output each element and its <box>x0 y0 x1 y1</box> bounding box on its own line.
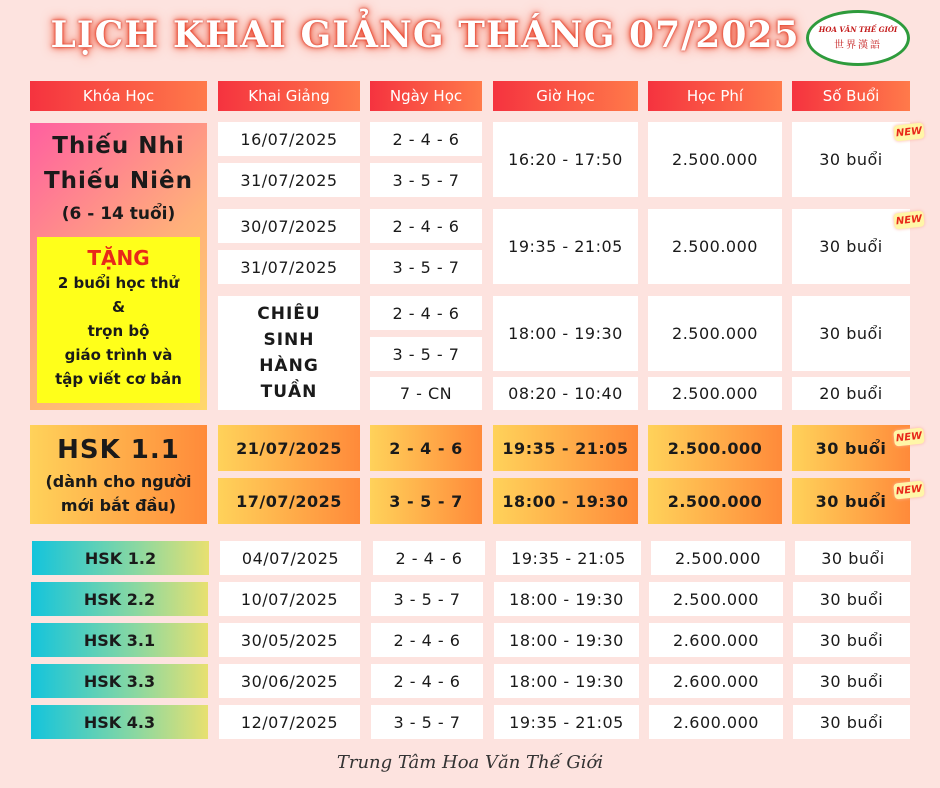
time-cell: 19:35 - 21:05 <box>494 705 639 739</box>
course-cell: HSK 1.2 <box>32 541 209 575</box>
days-cell: 2 - 4 - 6 <box>370 425 482 471</box>
new-badge: NEW <box>893 427 925 446</box>
course-kids-age: (6 - 14 tuổi) <box>61 204 176 224</box>
start-date-cell: 30/07/2025 <box>218 209 360 243</box>
days-cell: 2 - 4 - 6 <box>370 296 482 330</box>
header-course: Khóa Học <box>30 81 207 111</box>
sessions-cell: 30 buổi <box>793 582 910 616</box>
sessions-cell: 30 buổi <box>795 541 911 575</box>
gift-line: tập viết cơ bản <box>55 370 182 388</box>
fee-cell: 2.500.000 <box>651 541 785 575</box>
start-date-cell: 21/07/2025 <box>218 425 360 471</box>
fee-cell: 2.500.000 <box>648 209 782 284</box>
start-date-cell: 17/07/2025 <box>218 478 360 524</box>
time-cell: 19:35 - 21:05 <box>496 541 641 575</box>
recruit-line: TUẦN <box>260 382 318 402</box>
days-cell: 3 - 5 - 7 <box>370 478 482 524</box>
new-badge: NEW <box>893 480 925 499</box>
fee-cell: 2.600.000 <box>649 664 783 698</box>
fee-cell: 2.500.000 <box>648 377 782 410</box>
gift-line: 2 buổi học thử <box>57 274 180 292</box>
time-cell: 19:35 - 21:05 <box>493 209 638 284</box>
course-hsk-1-1-sub: mới bắt đầu) <box>60 496 177 515</box>
start-date-cell: 30/06/2025 <box>219 664 360 698</box>
weekly-enrollment-cell <box>218 296 360 410</box>
gift-box <box>37 237 200 403</box>
fee-cell: 2.600.000 <box>649 623 783 657</box>
course-cell: HSK 3.3 <box>31 664 208 698</box>
time-cell: 16:20 - 17:50 <box>493 122 638 197</box>
fee-cell: 2.500.000 <box>648 478 782 524</box>
fee-cell: 2.500.000 <box>648 122 782 197</box>
recruit-line: SINH <box>263 330 315 350</box>
time-cell: 18:00 - 19:30 <box>493 478 638 524</box>
gift-line: giáo trình và <box>64 346 173 364</box>
course-hsk-1-1 <box>30 425 207 524</box>
recruit-line: CHIÊU <box>257 304 321 324</box>
header-days: Ngày Học <box>370 81 482 111</box>
days-cell: 3 - 5 - 7 <box>371 582 483 616</box>
fee-cell: 2.600.000 <box>649 705 783 739</box>
course-cell: HSK 3.1 <box>31 623 208 657</box>
sessions-cell: 30 buổi <box>792 122 910 197</box>
days-cell: 2 - 4 - 6 <box>373 541 485 575</box>
header-sessions: Số Buổi <box>792 81 910 111</box>
fee-cell: 2.500.000 <box>649 582 783 616</box>
gift-line: trọn bộ <box>87 322 150 340</box>
days-cell: 3 - 5 - 7 <box>370 250 482 284</box>
header-time: Giờ Học <box>493 81 638 111</box>
days-cell: 2 - 4 - 6 <box>370 122 482 156</box>
gift-heading: TẶNG <box>87 246 150 270</box>
start-date-cell: 04/07/2025 <box>220 541 361 575</box>
course-kids-title-2: Thiếu Niên <box>43 168 194 194</box>
sessions-cell: 30 buổi <box>792 209 910 284</box>
course-kids <box>30 123 207 410</box>
header-start-date: Khai Giảng <box>218 81 360 111</box>
days-cell: 3 - 5 - 7 <box>371 705 483 739</box>
time-cell: 08:20 - 10:40 <box>493 377 638 410</box>
sessions-cell: 30 buổi <box>793 623 910 657</box>
days-cell: 2 - 4 - 6 <box>371 623 483 657</box>
fee-cell: 2.500.000 <box>648 425 782 471</box>
recruit-line: HÀNG <box>259 356 319 376</box>
sessions-cell: 30 buổi <box>792 425 910 471</box>
start-date-cell: 31/07/2025 <box>218 163 360 197</box>
header-fee: Học Phí <box>648 81 782 111</box>
course-cell: HSK 2.2 <box>31 582 208 616</box>
time-cell: 19:35 - 21:05 <box>493 425 638 471</box>
logo-text: HOA VĂN THẾ GIỚI <box>818 25 898 34</box>
logo-chinese-text: 世界漢語 <box>834 40 882 51</box>
days-cell: 2 - 4 - 6 <box>370 209 482 243</box>
footer-signature: Trung Tâm Hoa Văn Thế Giới <box>336 752 604 773</box>
course-hsk-1-1-sub: (dành cho người <box>45 472 192 491</box>
time-cell: 18:00 - 19:30 <box>493 296 638 371</box>
start-date-cell: 16/07/2025 <box>218 122 360 156</box>
time-cell: 18:00 - 19:30 <box>494 664 639 698</box>
gift-line: & <box>111 298 126 316</box>
start-date-cell: 12/07/2025 <box>219 705 360 739</box>
course-cell: HSK 4.3 <box>31 705 208 739</box>
sessions-cell: 20 buổi <box>792 377 910 410</box>
days-cell: 3 - 5 - 7 <box>370 163 482 197</box>
course-hsk-1-1-name: HSK 1.1 <box>57 435 180 465</box>
logo <box>806 10 910 66</box>
start-date-cell: 30/05/2025 <box>219 623 360 657</box>
days-cell: 3 - 5 - 7 <box>370 337 482 371</box>
new-badge: NEW <box>893 122 925 141</box>
sessions-cell: 30 buổi <box>793 664 910 698</box>
page-title: LỊCH KHAI GIẢNG THÁNG 07/2025 <box>50 14 800 56</box>
time-cell: 18:00 - 19:30 <box>494 623 639 657</box>
course-kids-title-1: Thiếu Nhi <box>52 133 185 159</box>
time-cell: 18:00 - 19:30 <box>494 582 639 616</box>
start-date-cell: 10/07/2025 <box>219 582 360 616</box>
days-cell: 7 - CN <box>370 377 482 410</box>
start-date-cell: 31/07/2025 <box>218 250 360 284</box>
days-cell: 2 - 4 - 6 <box>371 664 483 698</box>
sessions-cell: 30 buổi <box>792 478 910 524</box>
sessions-cell: 30 buổi <box>793 705 910 739</box>
sessions-cell: 30 buổi <box>792 296 910 371</box>
fee-cell: 2.500.000 <box>648 296 782 371</box>
new-badge: NEW <box>893 210 925 229</box>
